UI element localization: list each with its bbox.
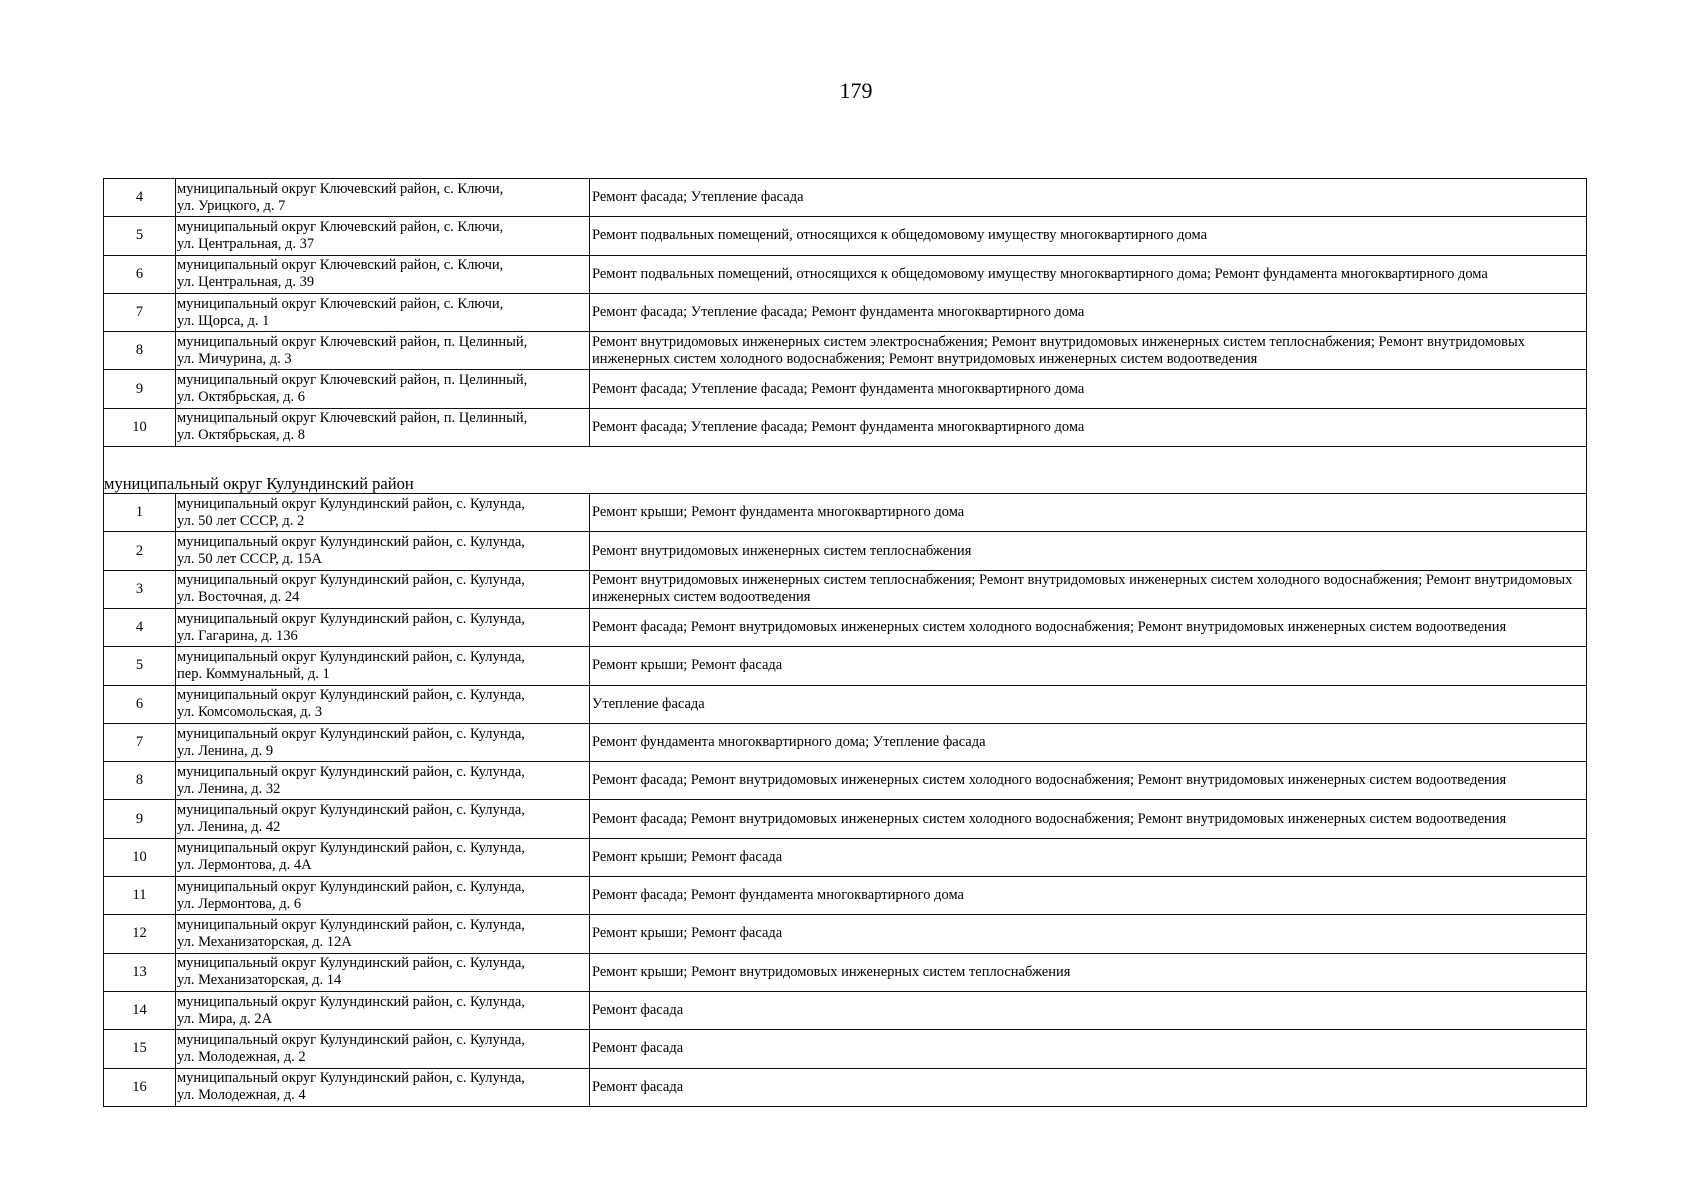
address-cell bbox=[176, 838, 590, 876]
address-line-1: муниципальный округ Кулундинский район, с. Кулунда, bbox=[177, 802, 525, 819]
address-line-1: муниципальный округ Ключевский район, п. Целинный, bbox=[177, 333, 528, 350]
work-types-text: Ремонт фасада; Утепление фасада; Ремонт фундамента многоквартирного дома bbox=[592, 304, 1085, 321]
row-number: 6 bbox=[104, 685, 176, 723]
table-row bbox=[104, 723, 1587, 761]
work-types-cell bbox=[590, 532, 1587, 570]
address-line-2: ул. Центральная, д. 37 bbox=[177, 235, 315, 252]
address-cell bbox=[176, 332, 590, 370]
work-types-cell bbox=[590, 408, 1587, 446]
table-row bbox=[104, 408, 1587, 446]
work-types-cell bbox=[590, 332, 1587, 370]
table-row bbox=[104, 217, 1587, 255]
row-number: 3 bbox=[104, 570, 176, 608]
address-line-2: ул. Гагарина, д. 136 bbox=[177, 627, 298, 644]
address-line-2: ул. Лермонтова, д. 6 bbox=[177, 895, 302, 912]
work-types-cell bbox=[590, 991, 1587, 1029]
address-cell bbox=[176, 532, 590, 570]
work-types-text: Ремонт крыши; Ремонт фундамента многоквартирного дома bbox=[592, 504, 965, 521]
work-types-cell bbox=[590, 953, 1587, 991]
work-types-cell bbox=[590, 838, 1587, 876]
table-row bbox=[104, 915, 1587, 953]
address-line-1: муниципальный округ Кулундинский район, с. Кулунда, bbox=[177, 610, 525, 627]
address-line-2: ул. 50 лет СССР, д. 2 bbox=[177, 512, 305, 529]
work-types-text: Ремонт фасада bbox=[592, 1002, 684, 1019]
table-row bbox=[104, 570, 1587, 608]
address-cell bbox=[176, 800, 590, 838]
address-line-1: муниципальный округ Кулундинский район, с. Кулунда, bbox=[177, 955, 525, 972]
address-line-1: муниципальный округ Кулундинский район, с. Кулунда, bbox=[177, 993, 525, 1010]
work-types-cell bbox=[590, 723, 1587, 761]
work-types-cell bbox=[590, 762, 1587, 800]
address-cell bbox=[176, 915, 590, 953]
table-row bbox=[104, 800, 1587, 838]
work-types-text: Ремонт крыши; Ремонт фасада bbox=[592, 848, 783, 865]
table-section bbox=[104, 447, 1587, 494]
work-types-cell bbox=[590, 217, 1587, 255]
table-row bbox=[104, 494, 1587, 532]
row-number: 16 bbox=[104, 1068, 176, 1106]
table-row bbox=[104, 179, 1587, 217]
table-row bbox=[104, 953, 1587, 991]
address-line-1: муниципальный округ Кулундинский район, с. Кулунда, bbox=[177, 687, 525, 704]
work-types-text: Ремонт внутридомовых инженерных систем теплоснабжения bbox=[592, 542, 972, 559]
work-types-cell bbox=[590, 647, 1587, 685]
address-line-1: муниципальный округ Ключевский район, п. Целинный, bbox=[177, 410, 528, 427]
address-line-2: ул. Молодежная, д. 2 bbox=[177, 1048, 306, 1065]
work-types-text: Ремонт фасада; Утепление фасада bbox=[592, 189, 804, 206]
row-number: 10 bbox=[104, 408, 176, 446]
work-types-cell bbox=[590, 877, 1587, 915]
address-line-2: ул. Ленина, д. 32 bbox=[177, 780, 281, 797]
row-number: 7 bbox=[104, 723, 176, 761]
row-number: 9 bbox=[104, 370, 176, 408]
work-types-text: Ремонт внутридомовых инженерных систем теплоснабжения; Ремонт внутридомовых инженерных систем холодного водоснабжения; Ремонт внутридомовых инженерных систем водоотведения bbox=[592, 572, 1573, 606]
work-types-cell bbox=[590, 179, 1587, 217]
address-line-1: муниципальный округ Ключевский район, с. Ключи, bbox=[177, 218, 504, 235]
address-cell bbox=[176, 953, 590, 991]
address-line-1: муниципальный округ Кулундинский район, с. Кулунда, bbox=[177, 763, 525, 780]
work-types-text: Ремонт фундамента многоквартирного дома; Утепление фасада bbox=[592, 734, 986, 750]
table-row bbox=[104, 532, 1587, 570]
address-line-1: муниципальный округ Кулундинский район, с. Кулунда, bbox=[177, 725, 525, 742]
address-line-2: ул. Ленина, д. 9 bbox=[177, 742, 274, 759]
section-title: муниципальный округ Кулундинский район bbox=[104, 447, 1587, 494]
work-types-text: Ремонт фасада bbox=[592, 1078, 684, 1095]
work-types-cell bbox=[590, 370, 1587, 408]
address-line-2: пер. Коммунальный, д. 1 bbox=[177, 665, 330, 682]
address-line-2: ул. Урицкого, д. 7 bbox=[177, 197, 286, 214]
address-cell bbox=[176, 217, 590, 255]
address-cell bbox=[176, 255, 590, 293]
address-cell bbox=[176, 408, 590, 446]
address-line-1: муниципальный округ Кулундинский район, с. Кулунда, bbox=[177, 1070, 525, 1087]
address-cell bbox=[176, 370, 590, 408]
address-cell bbox=[176, 991, 590, 1029]
address-line-2: ул. Механизаторская, д. 14 bbox=[177, 972, 342, 989]
address-line-2: ул. Октябрьская, д. 6 bbox=[177, 389, 305, 406]
work-types-text: Ремонт внутридомовых инженерных систем электроснабжения; Ремонт внутридомовых инженерных систем теплоснабжения; Ремонт внутридомовых инженерных систем холодного водоснабжения; Ремонт внутридомовых инженерных систем водоотведения bbox=[592, 333, 1525, 367]
work-types-text: Ремонт фасада; Ремонт внутридомовых инженерных систем холодного водоснабжения; Ремонт внутридомовых инженерных систем водоотведения bbox=[592, 810, 1507, 827]
address-line-1: муниципальный округ Кулундинский район, с. Кулунда, bbox=[177, 916, 525, 933]
work-types-cell bbox=[590, 608, 1587, 646]
work-types-cell bbox=[590, 1030, 1587, 1068]
table-body-kluchevsky bbox=[104, 179, 1587, 447]
table-row bbox=[104, 293, 1587, 331]
work-types-text: Ремонт фасада; Ремонт внутридомовых инженерных систем холодного водоснабжения; Ремонт внутридомовых инженерных систем водоотведения bbox=[592, 619, 1507, 636]
table-body-kulundinsky bbox=[104, 494, 1587, 1107]
address-line-2: ул. 50 лет СССР, д. 15А bbox=[177, 551, 322, 568]
row-number: 2 bbox=[104, 532, 176, 570]
address-line-1: муниципальный округ Ключевский район, с. Ключи, bbox=[177, 295, 504, 312]
address-cell bbox=[176, 1068, 590, 1106]
table-row bbox=[104, 370, 1587, 408]
address-line-2: ул. Комсомольская, д. 3 bbox=[177, 704, 323, 721]
row-number: 13 bbox=[104, 953, 176, 991]
work-types-text: Ремонт фасада; Ремонт фундамента многоквартирного дома bbox=[592, 887, 964, 904]
address-line-2: ул. Октябрьская, д. 8 bbox=[177, 427, 305, 444]
row-number: 8 bbox=[104, 762, 176, 800]
address-line-1: муниципальный округ Кулундинский район, с. Кулунда, bbox=[177, 572, 525, 589]
table-row bbox=[104, 1068, 1587, 1106]
table-row bbox=[104, 991, 1587, 1029]
row-number: 14 bbox=[104, 991, 176, 1029]
row-number: 5 bbox=[104, 217, 176, 255]
work-types-cell bbox=[590, 915, 1587, 953]
address-cell bbox=[176, 762, 590, 800]
work-types-text: Утепление фасада bbox=[592, 695, 705, 712]
work-types-text: Ремонт фасада; Утепление фасада; Ремонт фундамента многоквартирного дома bbox=[592, 380, 1085, 397]
work-types-cell bbox=[590, 494, 1587, 532]
address-line-1: муниципальный округ Ключевский район, с. Ключи, bbox=[177, 180, 504, 197]
work-types-cell bbox=[590, 1068, 1587, 1106]
row-number: 6 bbox=[104, 255, 176, 293]
address-line-1: муниципальный округ Ключевский район, п. Целинный, bbox=[177, 372, 528, 389]
address-cell bbox=[176, 647, 590, 685]
row-number: 12 bbox=[104, 915, 176, 953]
address-cell bbox=[176, 494, 590, 532]
address-line-2: ул. Ленина, д. 42 bbox=[177, 819, 281, 836]
row-number: 4 bbox=[104, 179, 176, 217]
address-cell bbox=[176, 179, 590, 217]
address-line-2: ул. Щорса, д. 1 bbox=[177, 312, 270, 329]
address-cell bbox=[176, 1030, 590, 1068]
row-number: 4 bbox=[104, 608, 176, 646]
work-types-text: Ремонт фасада; Утепление фасада; Ремонт фундамента многоквартирного дома bbox=[592, 418, 1085, 435]
row-number: 9 bbox=[104, 800, 176, 838]
address-line-2: ул. Механизаторская, д. 12А bbox=[177, 933, 352, 950]
address-cell bbox=[176, 570, 590, 608]
address-line-1: муниципальный округ Кулундинский район, с. Кулунда, bbox=[177, 840, 525, 857]
work-types-text: Ремонт крыши; Ремонт фасада bbox=[592, 925, 783, 942]
row-number: 1 bbox=[104, 494, 176, 532]
table-row bbox=[104, 608, 1587, 646]
table-row bbox=[104, 332, 1587, 370]
address-line-2: ул. Восточная, д. 24 bbox=[177, 589, 300, 606]
address-line-2: ул. Молодежная, д. 4 bbox=[177, 1087, 306, 1104]
work-types-cell bbox=[590, 685, 1587, 723]
address-cell bbox=[176, 877, 590, 915]
work-types-text: Ремонт крыши; Ремонт внутридомовых инженерных систем теплоснабжения bbox=[592, 963, 1071, 980]
work-types-cell bbox=[590, 255, 1587, 293]
address-line-1: муниципальный округ Кулундинский район, с. Кулунда, bbox=[177, 1031, 525, 1048]
work-types-cell bbox=[590, 293, 1587, 331]
work-types-cell bbox=[590, 800, 1587, 838]
address-line-1: муниципальный округ Ключевский район, с. Ключи, bbox=[177, 257, 504, 274]
work-types-text: Ремонт крыши; Ремонт фасада bbox=[592, 657, 783, 674]
table-row bbox=[104, 647, 1587, 685]
work-types-text: Ремонт подвальных помещений, относящихся к общедомовому имуществу многоквартирного дома bbox=[592, 227, 1208, 244]
address-line-1: муниципальный округ Кулундинский район, с. Кулунда, bbox=[177, 648, 525, 665]
row-number: 8 bbox=[104, 332, 176, 370]
row-number: 5 bbox=[104, 647, 176, 685]
row-number: 10 bbox=[104, 838, 176, 876]
work-types-text: Ремонт подвальных помещений, относящихся к общедомовому имуществу многоквартирного дома; Ремонт фундамента многоквартирного дома bbox=[592, 265, 1488, 282]
address-line-2: ул. Мира, д. 2А bbox=[177, 1010, 273, 1027]
address-line-2: ул. Лермонтова, д. 4А bbox=[177, 857, 312, 874]
row-number: 11 bbox=[104, 877, 176, 915]
address-cell bbox=[176, 723, 590, 761]
address-cell bbox=[176, 685, 590, 723]
address-line-1: муниципальный округ Кулундинский район, с. Кулунда, bbox=[177, 534, 525, 551]
table-row bbox=[104, 1030, 1587, 1068]
repair-list-table bbox=[103, 178, 1587, 1107]
address-line-1: муниципальный округ Кулундинский район, с. Кулунда, bbox=[177, 495, 525, 512]
address-line-1: муниципальный округ Кулундинский район, с. Кулунда, bbox=[177, 878, 525, 895]
page-number: 179 bbox=[839, 78, 873, 103]
section-header-row bbox=[104, 447, 1587, 494]
row-number: 15 bbox=[104, 1030, 176, 1068]
table-row bbox=[104, 838, 1587, 876]
table-row bbox=[104, 255, 1587, 293]
address-cell bbox=[176, 293, 590, 331]
table-row bbox=[104, 685, 1587, 723]
row-number: 7 bbox=[104, 293, 176, 331]
address-line-2: ул. Мичурина, д. 3 bbox=[177, 350, 292, 367]
work-types-cell bbox=[590, 570, 1587, 608]
work-types-text: Ремонт фасада bbox=[592, 1040, 684, 1057]
table-row bbox=[104, 877, 1587, 915]
address-line-2: ул. Центральная, д. 39 bbox=[177, 274, 315, 291]
table-row bbox=[104, 762, 1587, 800]
address-cell bbox=[176, 608, 590, 646]
work-types-text: Ремонт фасада; Ремонт внутридомовых инженерных систем холодного водоснабжения; Ремонт внутридомовых инженерных систем водоотведения bbox=[592, 772, 1507, 789]
